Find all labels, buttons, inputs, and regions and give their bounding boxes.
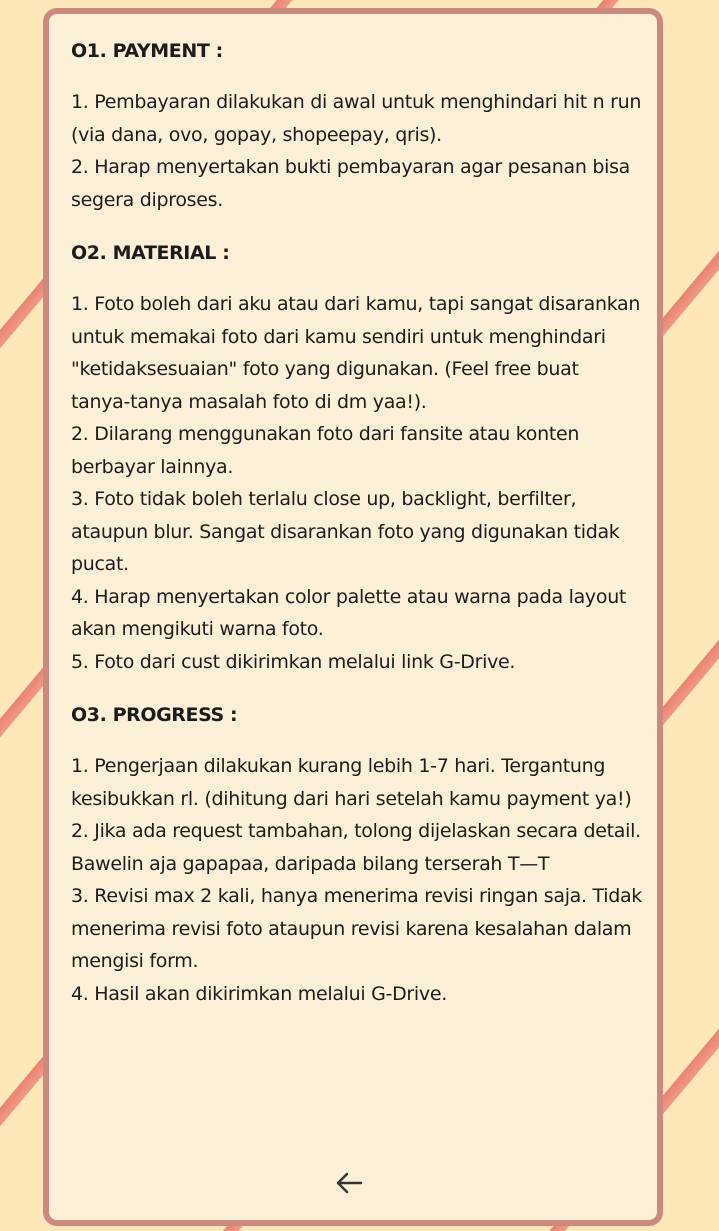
- list-item: 2. Dilarang menggunakan foto dari fansite atau konten berbayar lainnya.: [71, 423, 580, 478]
- list-item: 5. Foto dari cust dikirimkan melalui link G-Drive.: [71, 650, 516, 673]
- list-item: 1. Pengerjaan dilakukan kurang lebih 1-7 hari. Tergantung kesibukkan rl. (dihitung dari hari setelah kamu payment ya!): [71, 755, 632, 810]
- list-item: 4. Harap menyertakan color palette atau warna pada layout akan mengikuti warna foto.: [71, 585, 627, 640]
- list-item: 2. Jika ada request tambahan, tolong dijelaskan secara detail. Bawelin aja gapapaa, daripada bilang terserah T—T: [71, 820, 641, 875]
- section-heading: O1. PAYMENT :: [71, 40, 223, 62]
- list-item: 3. Revisi max 2 kali, hanya menerima revisi ringan saja. Tidak menerima revisi foto ataupun revisi karena kesalahan dalam mengisi form.: [71, 885, 643, 972]
- list-item: 2. Harap menyertakan bukti pembayaran agar pesanan bisa segera diproses.: [71, 156, 631, 211]
- list-item: 1. Foto boleh dari aku atau dari kamu, tapi sangat disarankan untuk memakai foto dari kamu sendiri untuk menghindari "ketidaksesuaian" foto yang digunakan. (Feel free buat tanya-tanya masalah foto di dm yaa!).: [71, 293, 641, 413]
- section-heading: O3. PROGRESS :: [71, 704, 238, 726]
- section-material: [71, 238, 643, 678]
- list-item: 4. Hasil akan dikirimkan melalui G-Drive.: [71, 982, 447, 1005]
- terms-card: [43, 8, 663, 1226]
- section-progress: [71, 700, 643, 1010]
- section-payment: [71, 36, 643, 216]
- list-item: 3. Foto tidak boleh terlalu close up, backlight, berfilter, ataupun blur. Sangat disarankan foto yang digunakan tidak pucat.: [71, 488, 620, 575]
- arrow-left-icon: [334, 1171, 364, 1195]
- section-heading: O2. MATERIAL :: [71, 242, 230, 264]
- list-item: 1. Pembayaran dilakukan di awal untuk menghindari hit n run (via dana, ovo, gopay, shopeepay, qris).: [71, 91, 642, 146]
- back-button[interactable]: [329, 1168, 369, 1198]
